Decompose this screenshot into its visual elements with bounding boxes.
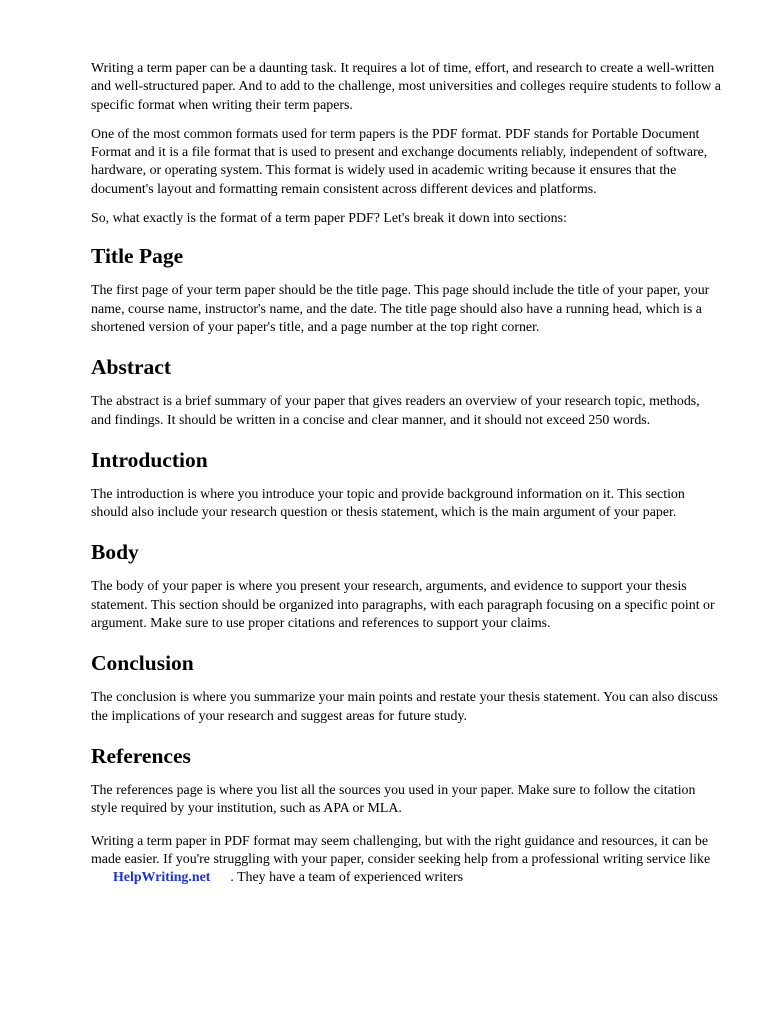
section-heading: Title Page — [91, 244, 184, 269]
section-heading: Introduction — [91, 447, 208, 472]
intro-paragraph-1: Writing a term paper can be a daunting task. It requires a lot of time, effort, and research to create a well-written and well-structured paper. And to add to the challenge, most universities and colleges require students to follow a specific format when writing their term papers. — [91, 61, 721, 113]
section-conclusion — [91, 649, 722, 726]
section-body — [91, 538, 722, 633]
section-text: The abstract is a brief summary of your paper that gives readers an overview of your research topic, methods, and findings. It should be written in a concise and clear manner, and it should not exceed 250 words. — [91, 394, 700, 428]
section-text: The references page is where you list all the sources you used in your paper. Make sure to follow the citation style required by your institution, such as APA or MLA. — [91, 782, 696, 817]
section-heading: Conclusion — [91, 651, 194, 676]
closing-text-before: Writing a term paper in PDF format may seem challenging, but with the right guidance and resources, it can be made easier. If you're struggling with your paper, consider seeking help from a professional writing service like — [91, 833, 711, 867]
section-abstract — [91, 353, 722, 430]
section-references — [91, 742, 722, 819]
section-text: The introduction is where you introduce your topic and provide background information on it. This section should also include your research question or thesis statement, which is the main argument of your paper. — [91, 486, 685, 521]
closing-paragraph — [91, 833, 722, 888]
section-introduction — [91, 446, 722, 523]
section-title-page — [91, 242, 722, 337]
intro-paragraph-2: One of the most common formats used for term papers is the PDF format. PDF stands for Portable Document Format and it is a file format that is used to present and exchange documents reliably, independent of software, hardware, or operating system. This format is widely used in academic writing because it ensures that the document's layout and formatting remain consistent across different devices and platforms. — [91, 126, 708, 197]
section-text: The first page of your term paper should be the title page. This page should include the title of your paper, your name, course name, instructor's name, and the date. The title page should also have a running head, which is a shortened version of your paper's title, and a page number at the top right corner. — [91, 283, 710, 335]
section-text: The body of your paper is where you present your research, arguments, and evidence to support your thesis statement. This section should be organized into paragraphs, with each paragraph focusing on a specific point or argument. Make sure to use proper citations and references to support your claims. — [91, 579, 715, 632]
closing-text-after: . They have a team of experienced writers — [230, 870, 464, 886]
section-heading: Body — [91, 540, 139, 565]
section-text: The conclusion is where you summarize your main points and restate your thesis statement. You can also discuss the implications of your research and suggest areas for future study. — [91, 690, 718, 724]
section-heading: Abstract — [91, 355, 172, 380]
section-heading: References — [91, 743, 191, 768]
intro-paragraph-3: So, what exactly is the format of a term paper PDF? Let's break it down into sections: — [91, 211, 567, 227]
helpwriting-link[interactable]: HelpWriting.net — [113, 870, 211, 886]
